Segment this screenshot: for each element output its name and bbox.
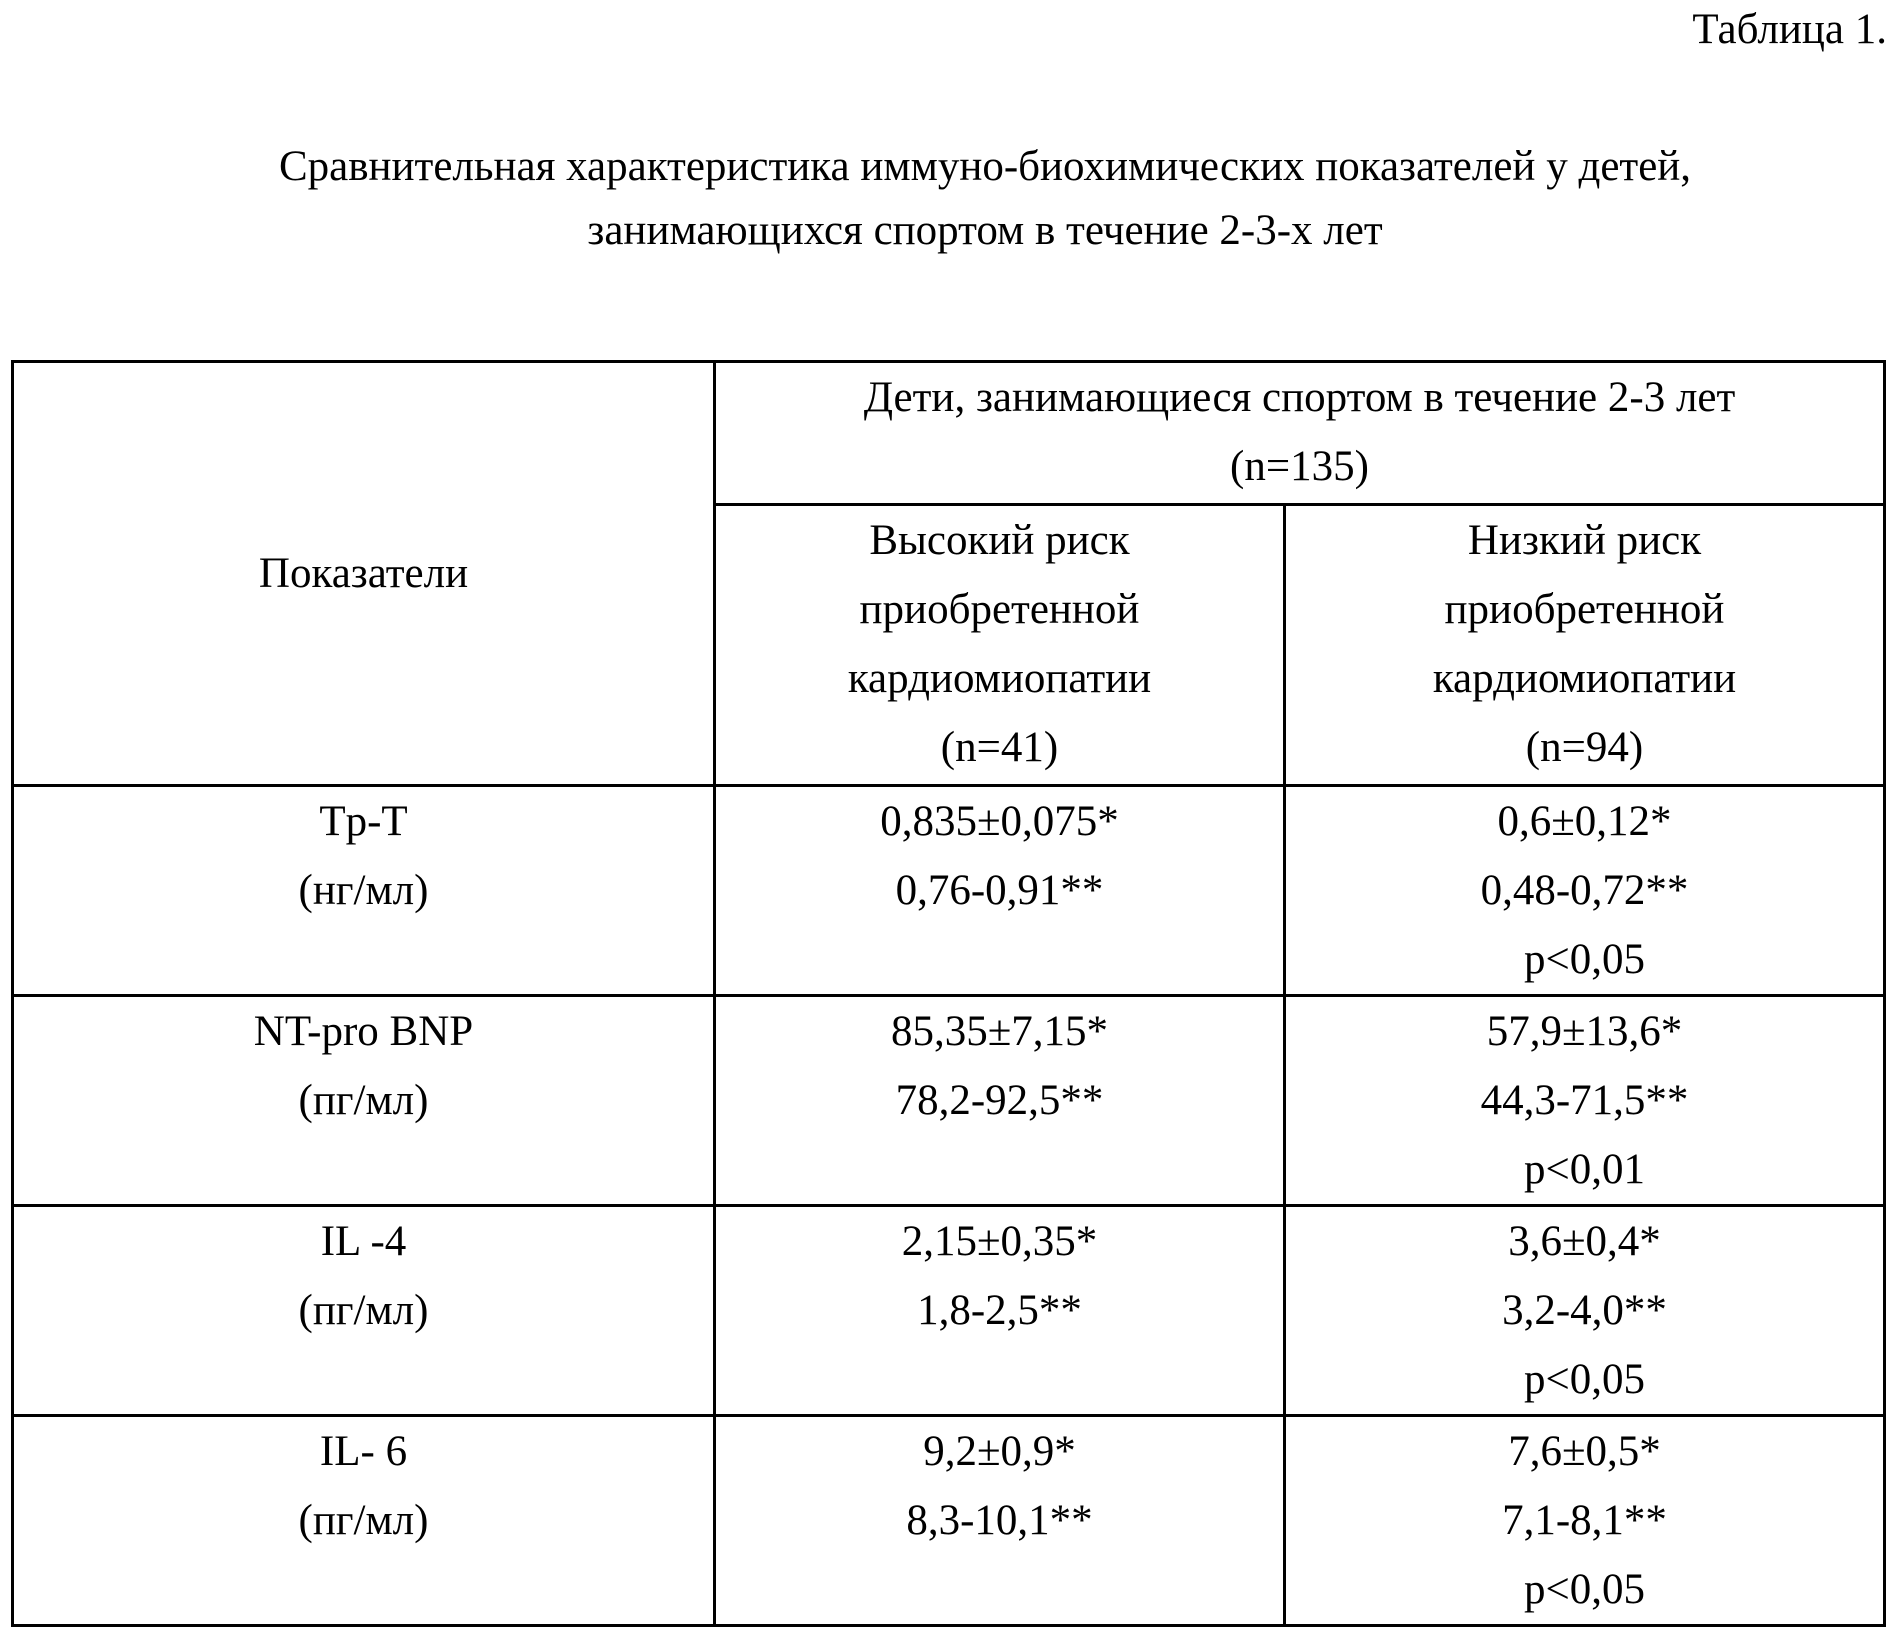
indicator-name: NT-pro BNP (253, 1008, 474, 1055)
mean-value: 3,6±0,4* (1508, 1218, 1661, 1265)
group-header-line: Дети, занимающиеся спортом в течение 2-3 лет (863, 374, 1736, 421)
low-risk-header-line: Низкий риск (1467, 517, 1702, 564)
document-title (80, 135, 1889, 263)
indicator-name: IL- 6 (319, 1428, 408, 1475)
mean-value: 57,9±13,6* (1486, 1008, 1683, 1055)
p-value: p<0,05 (1523, 1566, 1645, 1613)
range-value: 3,2-4,0** (1502, 1287, 1667, 1334)
indicator-unit: (пг/мл) (298, 1287, 429, 1334)
group-header (715, 362, 1885, 505)
table-row (13, 786, 1885, 996)
indicator-cell (13, 1206, 715, 1416)
table-row (13, 996, 1885, 1206)
indicator-unit: (пг/мл) (298, 1497, 429, 1544)
p-value: p<0,01 (1523, 1146, 1645, 1193)
mean-value: 0,835±0,075* (880, 798, 1119, 845)
title-line: занимающихся спортом в течение 2-3-х лет (587, 207, 1383, 254)
range-value: 78,2-92,5** (895, 1077, 1104, 1124)
indicator-unit: (нг/мл) (298, 867, 429, 914)
group-header-line: (n=135) (1230, 443, 1369, 490)
indicator-name: Tp-T (319, 798, 408, 845)
indicator-header: Показатели (13, 362, 715, 786)
low-risk-header (1285, 505, 1885, 786)
high-risk-header-line: кардиомиопатии (847, 655, 1152, 702)
range-value: 44,3-71,5** (1480, 1077, 1689, 1124)
indicator-cell (13, 786, 715, 996)
table-number: Таблица 1. (1692, 6, 1887, 53)
range-value: 0,76-0,91** (895, 867, 1104, 914)
low-risk-cell (1285, 996, 1885, 1206)
range-value: 7,1-8,1** (1502, 1497, 1667, 1544)
high-risk-header-line: приобретенной (859, 586, 1140, 633)
mean-value: 0,6±0,12* (1497, 798, 1672, 845)
high-risk-header (715, 505, 1285, 786)
high-risk-header-line: Высокий риск (869, 517, 1130, 564)
high-risk-cell (715, 996, 1285, 1206)
low-risk-cell (1285, 1206, 1885, 1416)
p-value: p<0,05 (1523, 936, 1645, 983)
indicator-cell (13, 1416, 715, 1626)
high-risk-header-line: (n=41) (940, 724, 1059, 771)
header-row (13, 362, 1885, 505)
indicator-name: IL -4 (320, 1218, 407, 1265)
low-risk-cell (1285, 1416, 1885, 1626)
range-value: 8,3-10,1** (906, 1497, 1093, 1544)
mean-value: 85,35±7,15* (890, 1008, 1109, 1055)
p-value: p<0,05 (1523, 1356, 1645, 1403)
indicator-cell (13, 996, 715, 1206)
low-risk-cell (1285, 786, 1885, 996)
high-risk-cell (715, 1206, 1285, 1416)
mean-value: 7,6±0,5* (1508, 1428, 1661, 1475)
table-row (13, 1206, 1885, 1416)
low-risk-header-line: приобретенной (1444, 586, 1725, 633)
range-value: 1,8-2,5** (917, 1287, 1082, 1334)
high-risk-cell (715, 786, 1285, 996)
indicator-unit: (пг/мл) (298, 1077, 429, 1124)
range-value: 0,48-0,72** (1480, 867, 1689, 914)
table-row (13, 1416, 1885, 1626)
mean-value: 2,15±0,35* (901, 1218, 1098, 1265)
mean-value: 9,2±0,9* (923, 1428, 1076, 1475)
comparison-table (11, 360, 1886, 1627)
title-line: Сравнительная характеристика иммуно-биохимических показателей у детей, (278, 143, 1692, 190)
high-risk-cell (715, 1416, 1285, 1626)
low-risk-header-line: (n=94) (1525, 724, 1644, 771)
low-risk-header-line: кардиомиопатии (1432, 655, 1737, 702)
